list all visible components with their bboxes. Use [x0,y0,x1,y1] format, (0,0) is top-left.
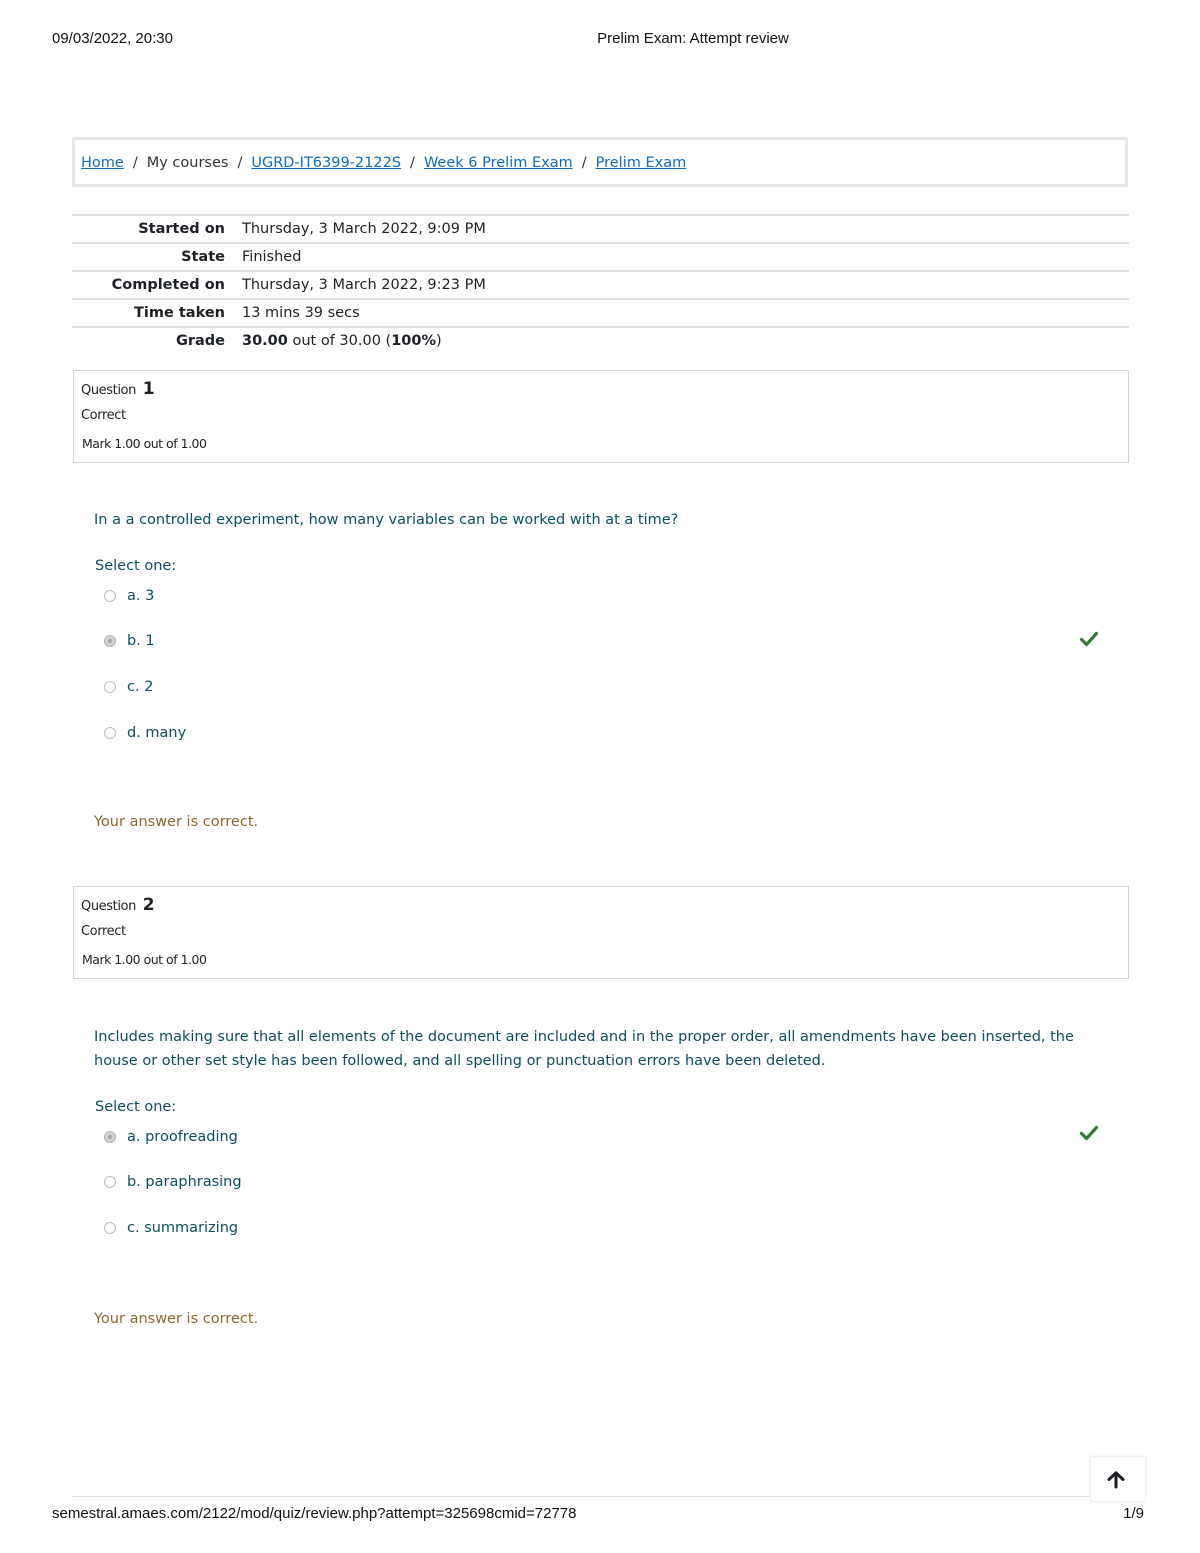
breadcrumb-separator: / [132,155,138,171]
summary-row-grade [72,326,1129,354]
answer-feedback: Your answer is correct. [94,814,259,830]
question-number-value: 2 [142,895,155,915]
breadcrumb-separator: / [410,155,415,171]
radio-button[interactable] [104,590,116,602]
question-info-2 [73,886,1129,979]
print-page-title: Prelim Exam: Attempt review [597,30,789,47]
breadcrumb-home-link[interactable]: Home [81,155,124,171]
summary-value: Thursday, 3 March 2022, 9:09 PM [242,221,486,237]
answer-option-label: c. summarizing [127,1220,239,1236]
attempt-summary-table [72,214,1129,354]
question-text-2: Includes making sure that all elements of the document are included and in the proper order, all amendments have been inserted, the house or other set style has been followed, and all spelling or punctuation errors have been deleted. [94,1029,1074,1069]
breadcrumb-section-link[interactable]: Week 6 Prelim Exam [423,155,573,171]
grade-paren-close: ) [436,333,442,349]
print-page-number: 1/9 [1123,1505,1144,1522]
summary-value: Thursday, 3 March 2022, 9:23 PM [242,277,486,293]
breadcrumb [81,155,686,171]
answer-feedback: Your answer is correct. [94,1311,259,1327]
summary-row-completed [72,270,1129,298]
correct-check-icon [1080,1125,1098,1141]
radio-button[interactable] [104,1176,116,1188]
summary-row-time-taken [72,298,1129,326]
question-state: Correct [81,924,126,939]
footer-divider [72,1496,1090,1497]
summary-label: Grade [175,333,225,349]
question-prefix: Question [81,899,136,914]
summary-value: Finished [242,249,302,265]
radio-button[interactable] [104,681,116,693]
radio-button[interactable] [104,1222,116,1234]
breadcrumb-separator: / [581,155,587,171]
print-datetime: 09/03/2022, 20:30 [52,30,173,47]
grade-percent: 100% [391,333,437,349]
summary-label: Time taken [134,305,225,321]
select-one-label: Select one: [95,558,177,574]
breadcrumb-course-link[interactable]: UGRD-IT6399-2122S [251,155,402,171]
breadcrumb-container [72,137,1128,187]
question-text-1: In a a controlled experiment, how many variables can be worked with at a time? [94,512,679,528]
select-one-label: Select one: [95,1099,177,1115]
summary-label: State [181,249,225,265]
question-info-1 [73,370,1129,463]
answer-option-label: b. paraphrasing [127,1174,242,1190]
question-mark: Mark 1.00 out of 1.00 [82,436,207,451]
answer-option-label: d. many [127,725,187,741]
breadcrumb-my-courses: My courses [146,155,229,171]
question-number-value: 1 [142,379,155,399]
summary-row-state [72,242,1129,270]
correct-check-icon [1080,631,1098,647]
grade-value [242,333,442,349]
answer-option-label: a. proofreading [127,1129,238,1145]
summary-value: 13 mins 39 secs [242,305,360,321]
summary-label: Started on [138,221,225,237]
grade-paren-open: ( [385,333,392,349]
question-mark: Mark 1.00 out of 1.00 [82,952,207,967]
question-number [81,895,154,915]
summary-label: Completed on [111,277,225,293]
grade-score: 30.00 [242,333,288,349]
radio-button[interactable] [104,727,116,739]
radio-button-checked[interactable] [104,635,116,647]
print-url: semestral.amaes.com/2122/mod/quiz/review.php?attempt=325698cmid=72778 [52,1505,577,1522]
answer-option-label: a. 3 [127,588,155,604]
back-to-top-button[interactable] [1090,1456,1146,1502]
question-state: Correct [81,408,126,423]
question-number [81,379,154,399]
grade-out-of: out of 30.00 [292,333,381,349]
answer-option-label: c. 2 [127,679,154,695]
print-header [52,30,1148,50]
breadcrumb-quiz-link[interactable]: Prelim Exam [595,155,687,171]
answer-option-label: b. 1 [127,633,155,649]
radio-button-checked[interactable] [104,1131,116,1143]
breadcrumb-separator: / [237,155,243,171]
summary-row-started [72,214,1129,242]
question-prefix: Question [81,383,136,398]
arrow-up-icon [1106,1471,1126,1489]
print-footer [52,1505,1148,1525]
